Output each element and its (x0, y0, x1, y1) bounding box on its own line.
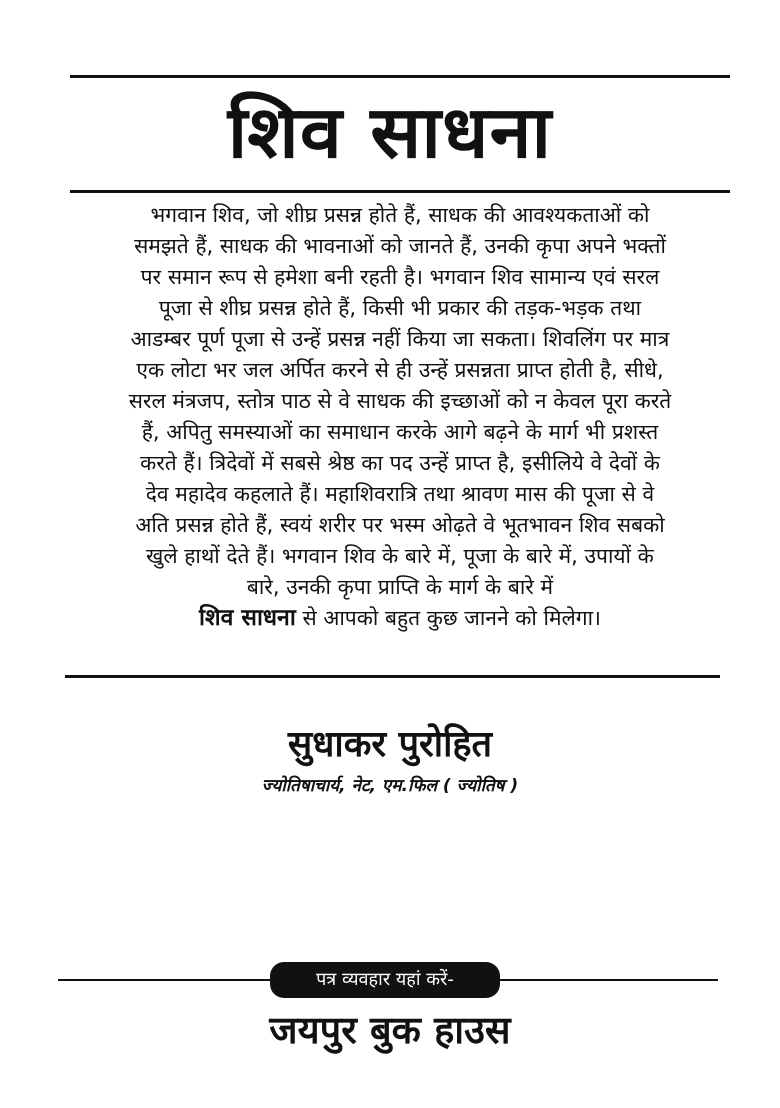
contact-label-badge: पत्र व्यवहार यहां करें- (270, 962, 500, 998)
description-line: आडम्बर पूर्ण पूजा से उन्हें प्रसन्न नहीं किया जा सकता। शिवलिंग पर मात्र (130, 327, 670, 351)
closing-bold-title: शिव साधना (199, 605, 296, 631)
description-line: अति प्रसन्न होते हैं, स्वयं शरीर पर भस्म ओढ़ते वे भूतभावन शिव सबको (135, 513, 665, 537)
description-line: एक लोटा भर जल अर्पित करने से ही उन्हें प्रसन्नता प्राप्त होती है, सीधे, (136, 358, 664, 382)
description-line: बारे, उनकी कृपा प्राप्ति के मार्ग के बारे में (246, 575, 554, 599)
description-line: करते हैं। त्रिदेवों में सबसे श्रेष्ठ का पद उन्हें प्राप्त है, इसीलिये वे देवों के (140, 451, 660, 475)
title-bottom-rule (70, 190, 730, 193)
closing-text: से आपको बहुत कुछ जानने को मिलेगा। (295, 606, 601, 630)
description-line: समझते हैं, साधक की भावनाओं को जानते हैं, उनकी कृपा अपने भक्तों (134, 234, 666, 258)
description-line: खुले हाथों देते हैं। भगवान शिव के बारे में, पूजा के बारे में, उपायों के (146, 544, 654, 568)
description-line: देव महादेव कहलाते हैं। महाशिवरात्रि तथा श्रावण मास की पूजा से वे (145, 482, 655, 506)
author-name: सुधाकर पुरोहित (287, 724, 493, 765)
description-line: पूजा से शीघ्र प्रसन्न होते हैं, किसी भी प्रकार की तड़क-भड़क तथा (158, 296, 642, 320)
description-line: पर समान रूप से हमेशा बनी रहती है। भगवान शिव सामान्य एवं सरल (140, 265, 660, 289)
description-bottom-rule (65, 675, 720, 678)
top-rule (70, 75, 730, 78)
author-credentials: ज्योतिषाचार्य, नेट, एम.फिल ( ज्योतिष ) (261, 776, 519, 796)
closing-line (60, 603, 740, 634)
description-line: सरल मंत्रजप, स्तोत्र पाठ से वे साधक की इच्छाओं को न केवल पूरा करते (128, 389, 672, 413)
publisher-name: जयपुर बुक हाउस (269, 1008, 511, 1052)
description (60, 200, 740, 634)
description-line: भगवान शिव, जो शीघ्र प्रसन्न होते हैं, साधक की आवश्यकताओं को (150, 203, 650, 227)
description-line: हैं, अपितु समस्याओं का समाधान करके आगे बढ़ने के मार्ग भी प्रशस्त (141, 420, 659, 444)
book-title: शिव साधना (227, 90, 553, 174)
